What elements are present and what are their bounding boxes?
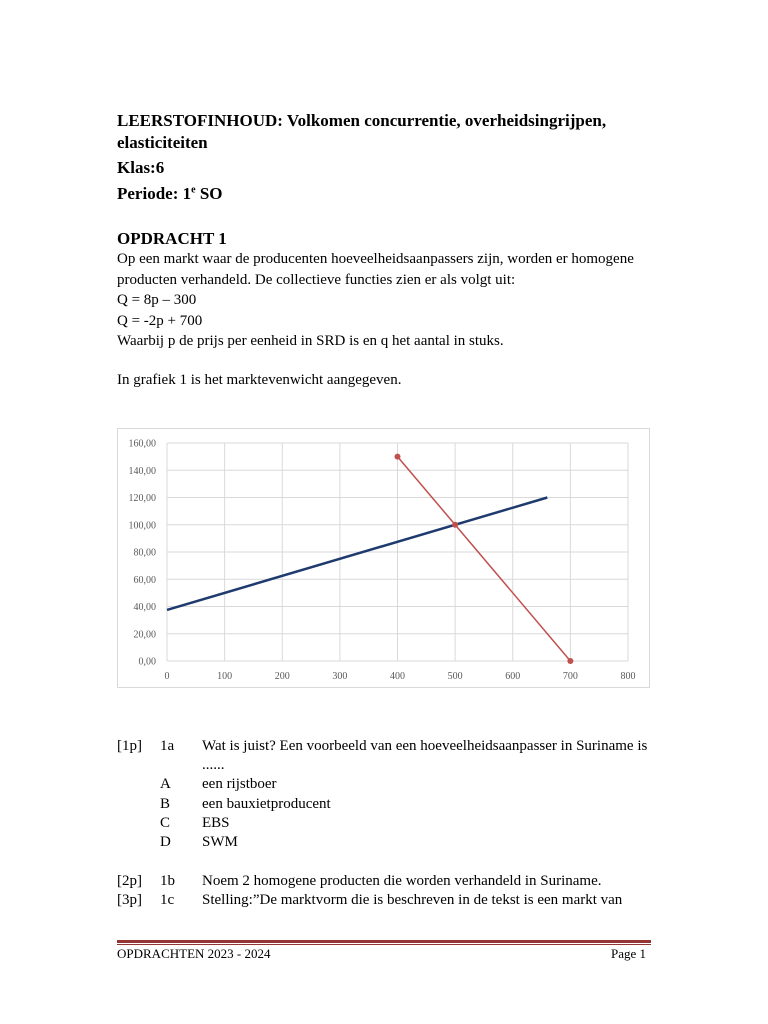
y-tick-label: 40,00 [133,602,156,613]
page-title: LEERSTOFINHOUD: Volkomen concurrentie, overheidsingrijpen, elasticiteiten [117,111,607,152]
x-tick-label: 300 [332,671,348,682]
option-letter: B [160,796,171,812]
series-line [167,498,547,610]
footer-rule [117,940,651,943]
chart-intro-text: In grafiek 1 is het marktevenwicht aangegeven. [117,372,402,388]
market-equilibrium-chart [117,428,650,688]
y-tick-label: 100,00 [128,520,156,532]
option-text: SWM [202,834,238,850]
question-number: 1a [160,738,175,754]
data-point [395,454,401,460]
question-points: [2p] [117,873,142,889]
x-tick-label: 100 [217,671,233,682]
y-tick-label: 120,00 [128,493,156,504]
option-letter: D [160,834,171,850]
y-tick-label: 0,00 [138,656,156,668]
chart-svg [118,429,651,689]
option-letter: C [160,815,171,831]
demand-function: Q = -2p + 700 [117,312,203,329]
period-label [117,183,223,205]
y-tick-label: 140,00 [128,465,156,477]
y-tick-label: 80,00 [133,547,156,559]
y-tick-label: 20,00 [133,629,156,641]
data-point [567,658,573,664]
intro-line: Op een markt waar de producenten hoeveelheidsaanpassers zijn, worden er homogene [117,251,634,267]
question-text: Noem 2 homogene producten die worden verhandeld in Suriname. [202,873,602,889]
question-number: 1c [160,892,175,908]
y-tick-label: 60,00 [133,574,156,586]
assignment-intro [117,249,657,352]
period-superscript: e [191,184,196,196]
supply-function: Q = 8p – 300 [117,292,197,308]
x-tick-label: 700 [562,671,578,682]
option-text: EBS [202,815,230,831]
x-tick-label: 500 [447,671,463,682]
x-tick-label: 400 [390,671,405,682]
x-tick-label: 200 [274,671,290,682]
intro-line: Waarbij p de prijs per eenheid in SRD is en q het aantal in stuks. [117,333,504,349]
question-text-continuation: ...... [202,757,225,773]
question-text: Wat is juist? Een voorbeeld van een hoeveelheidsaanpasser in Suriname is [202,738,648,754]
footer-label: OPDRACHTEN 2023 - 2024 [117,946,271,961]
x-tick-label: 600 [505,671,521,682]
x-tick-label: 800 [620,671,636,682]
question-points: [1p] [117,738,142,754]
y-tick-label: 160,00 [128,438,156,450]
period-prefix: Periode: 1 [117,184,192,203]
assignment-heading: OPDRACHT 1 [117,229,227,248]
series-line [398,457,571,661]
question-points: [3p] [117,892,142,908]
footer-rule [117,944,651,945]
question-text: Stelling:”De marktvorm die is beschreven in de tekst is een markt van [202,892,623,908]
x-tick-label: 0 [164,671,170,682]
option-text: een rijstboer [202,776,277,792]
option-letter: A [160,776,171,792]
period-suffix: SO [195,184,223,203]
question-number: 1b [160,873,175,889]
option-text: een bauxietproducent [202,796,331,812]
page-number: Page 1 [610,946,646,961]
class-label: Klas:6 [117,158,165,177]
data-point [452,522,458,528]
intro-line: producten verhandeld. De collectieve functies zien er als volgt uit: [117,271,516,288]
